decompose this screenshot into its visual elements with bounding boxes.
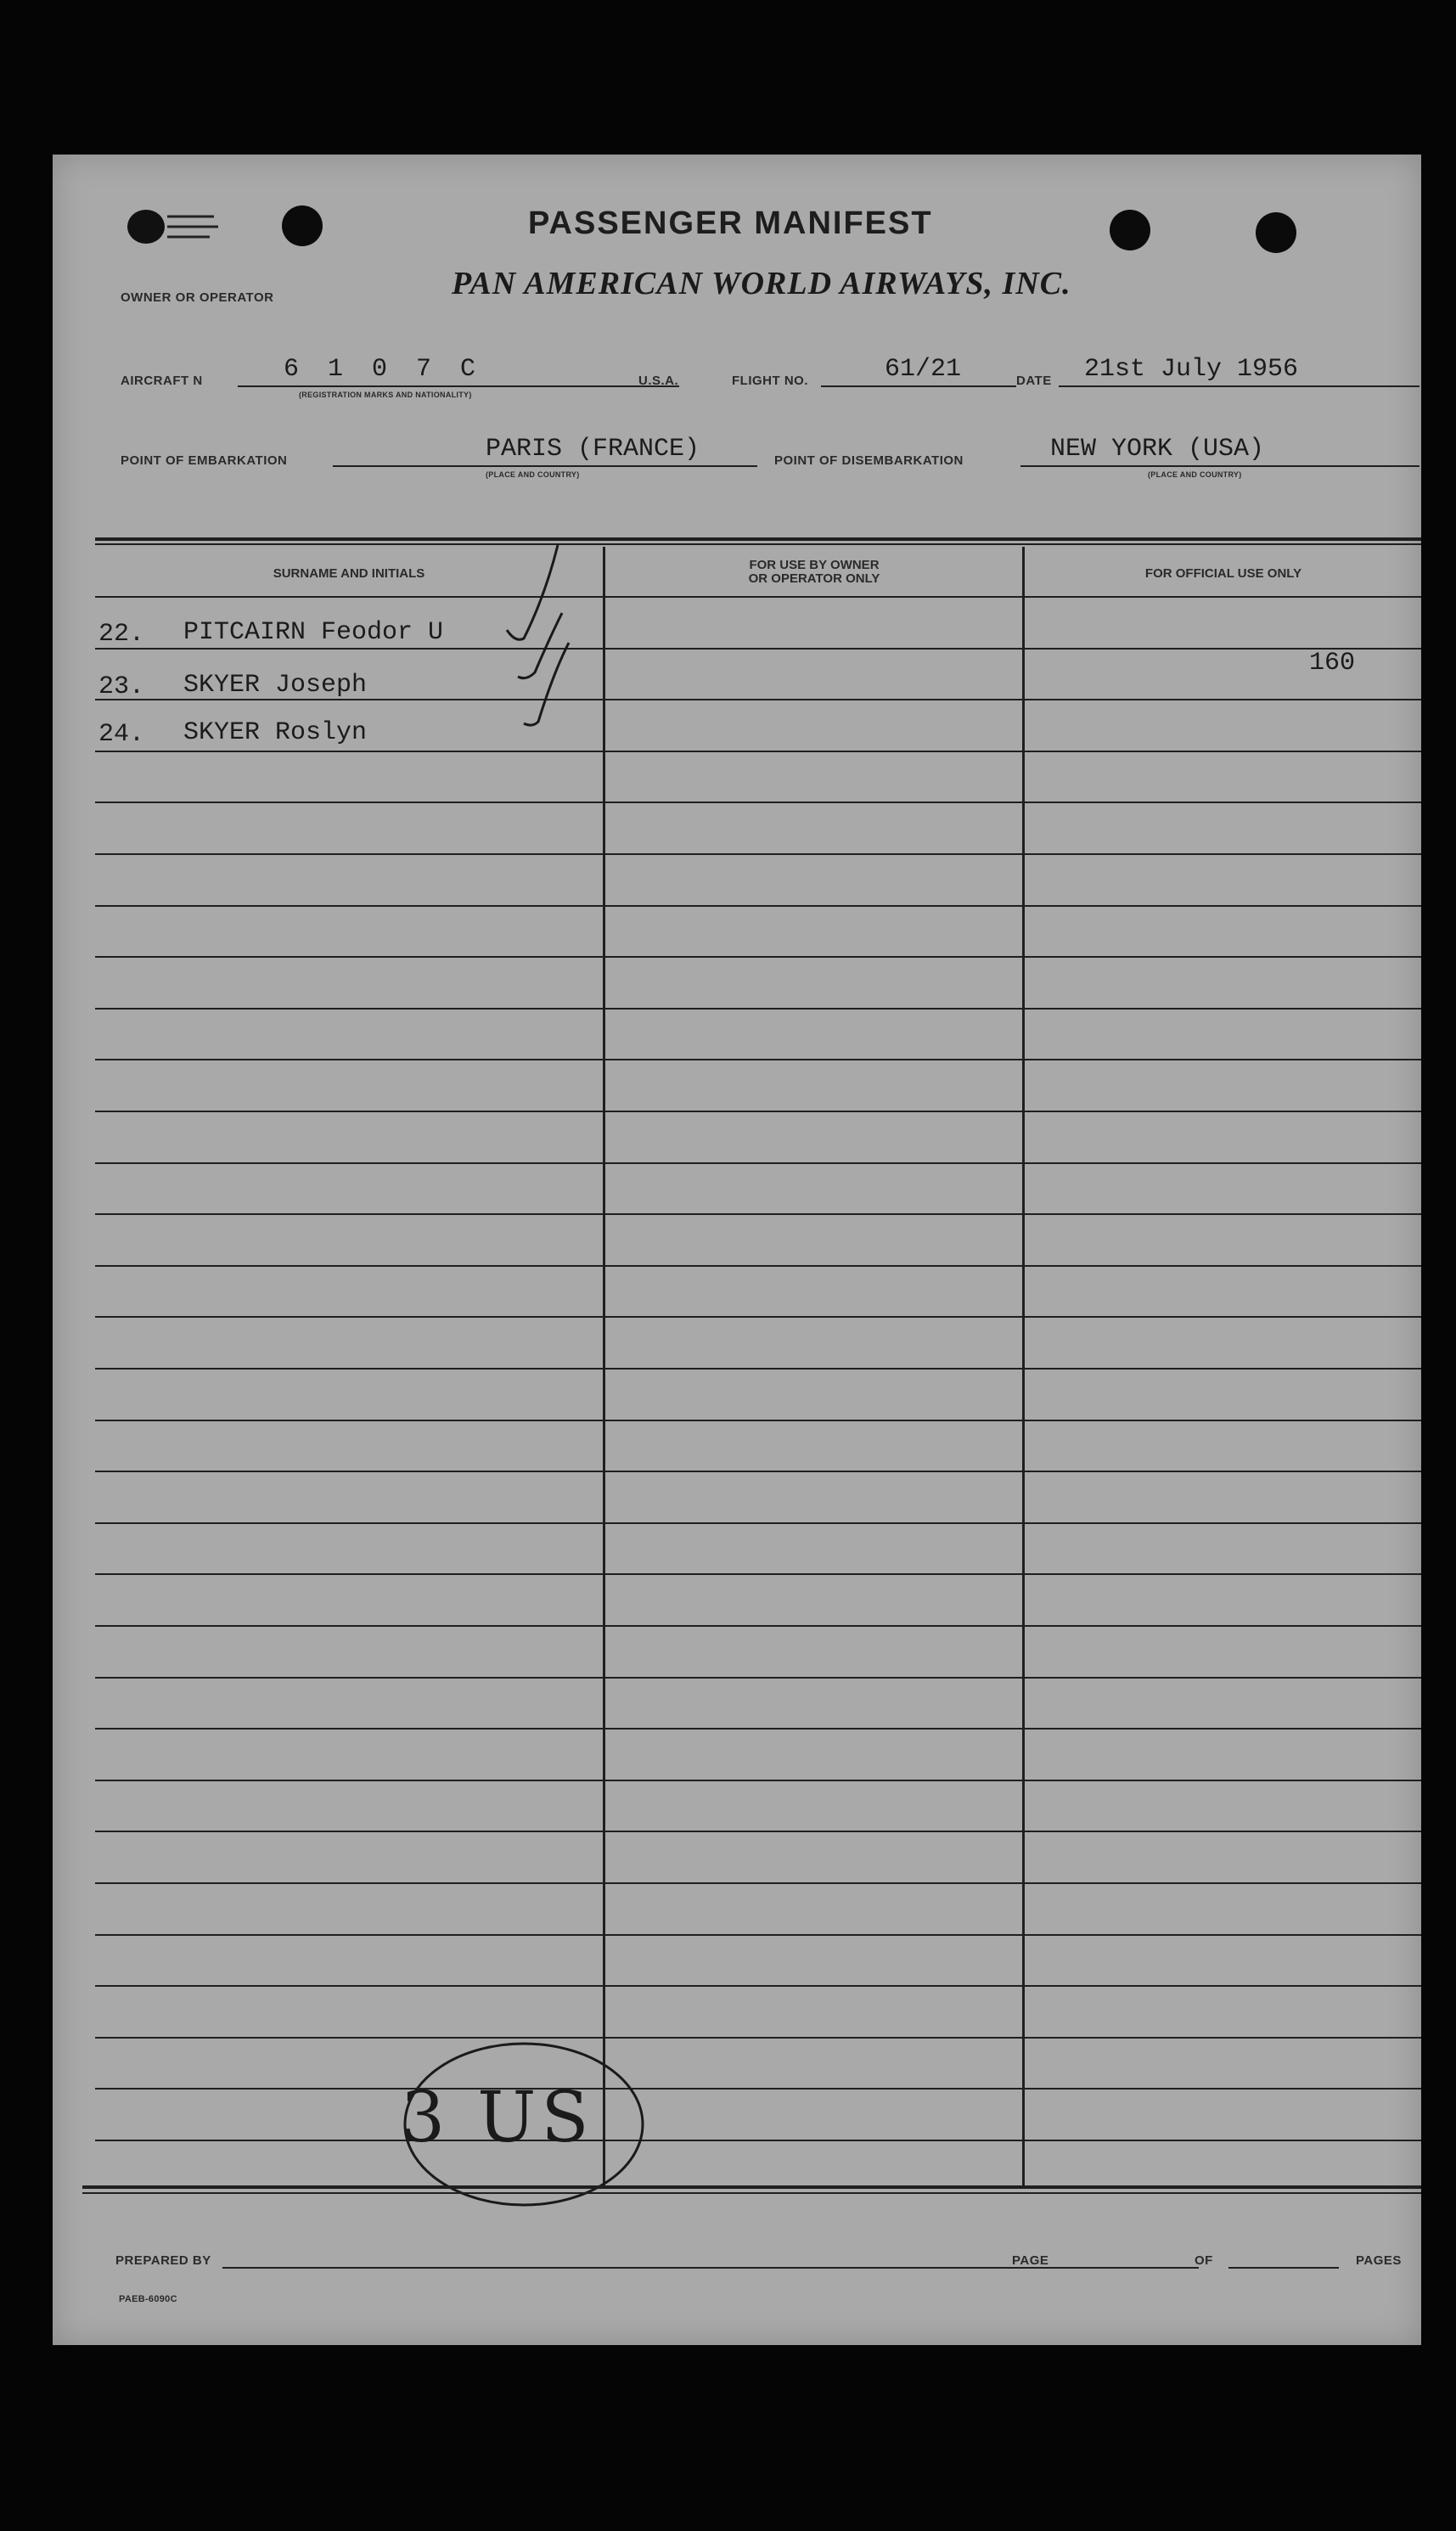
col-owner-use-line2: OR OPERATOR ONLY bbox=[748, 571, 880, 586]
disembarkation-label: POINT OF DISEMBARKATION bbox=[774, 453, 964, 468]
airline-name: PAN AMERICAN WORLD AIRWAYS, INC. bbox=[452, 266, 1071, 301]
aircraft-sublabel: (REGISTRATION MARKS AND NATIONALITY) bbox=[299, 391, 472, 399]
grid-rule bbox=[95, 956, 1421, 958]
punch-hole-left bbox=[282, 205, 323, 246]
passenger-row bbox=[98, 618, 444, 649]
grid-rule bbox=[95, 1522, 1421, 1524]
grid-rule bbox=[95, 905, 1421, 907]
circled-note: 3 US bbox=[401, 2078, 594, 2158]
grid-rule bbox=[95, 1316, 1421, 1318]
grid-rule bbox=[95, 596, 1421, 598]
grid-rule bbox=[95, 1368, 1421, 1370]
row-number: 22. bbox=[98, 620, 145, 649]
passenger-name: SKYER Joseph bbox=[183, 671, 368, 700]
flight-value: 61/21 bbox=[885, 355, 962, 384]
grid-rule bbox=[95, 1471, 1421, 1472]
flight-label: FLIGHT NO. bbox=[732, 374, 808, 388]
grid-rule bbox=[95, 751, 1421, 752]
grid-rule bbox=[95, 853, 1421, 855]
grid-rule bbox=[95, 1728, 1421, 1730]
check-marks bbox=[503, 537, 613, 766]
grid-rule bbox=[95, 1420, 1421, 1421]
aircraft-label: AIRCRAFT N bbox=[121, 374, 203, 388]
grid-rule bbox=[95, 1265, 1421, 1267]
punch-hole-center bbox=[1110, 210, 1150, 250]
grid-rule bbox=[95, 2140, 1421, 2141]
passenger-row bbox=[98, 718, 368, 749]
embarkation-label: POINT OF EMBARKATION bbox=[121, 453, 288, 468]
col-surname: SURNAME AND INITIALS bbox=[273, 566, 425, 581]
row-number: 24. bbox=[98, 720, 145, 749]
grid-rule bbox=[95, 1573, 1421, 1575]
passenger-name: SKYER Roslyn bbox=[183, 718, 368, 747]
grid-rule bbox=[95, 1985, 1421, 1987]
grid-rule bbox=[95, 1625, 1421, 1627]
aircraft-value: 6 1 0 7 C bbox=[284, 355, 483, 384]
grid-rule bbox=[95, 1213, 1421, 1215]
grid-rule bbox=[95, 1882, 1421, 1884]
disembarkation-value: NEW YORK (USA) bbox=[1050, 435, 1265, 464]
owner-label: OWNER OR OPERATOR bbox=[121, 290, 274, 305]
form-number: PAEB-6090C bbox=[119, 2294, 177, 2304]
pages-label: PAGES bbox=[1356, 2253, 1402, 2268]
grid-rule bbox=[95, 2037, 1421, 2039]
grid-rule bbox=[95, 1059, 1421, 1060]
date-value: 21st July 1956 bbox=[1084, 355, 1299, 384]
punch-hole-right bbox=[1256, 212, 1296, 253]
page-label: PAGE bbox=[1012, 2253, 1049, 2268]
manifest-page bbox=[53, 155, 1421, 2345]
grid-rule bbox=[95, 1934, 1421, 1936]
grid-rule bbox=[95, 1831, 1421, 1832]
disembarkation-sublabel: (PLACE AND COUNTRY) bbox=[1148, 470, 1242, 479]
col-owner-use bbox=[606, 559, 1022, 586]
grid-rule bbox=[95, 1162, 1421, 1164]
of-label: OF bbox=[1195, 2253, 1213, 2268]
grid-rule bbox=[95, 1677, 1421, 1679]
page-title: PASSENGER MANIFEST bbox=[528, 205, 933, 241]
stamp-mark bbox=[121, 201, 222, 252]
official-value: 160 bbox=[1309, 649, 1356, 678]
embarkation-value: PARIS (FRANCE) bbox=[486, 435, 700, 464]
embarkation-sublabel: (PLACE AND COUNTRY) bbox=[486, 470, 580, 479]
col-owner-use-line1: FOR USE BY OWNER bbox=[749, 558, 880, 572]
grid-rule bbox=[95, 801, 1421, 803]
passenger-row bbox=[98, 671, 368, 701]
grid-rule bbox=[95, 2088, 1421, 2089]
usa-label: U.S.A. bbox=[638, 374, 679, 388]
row-number: 23. bbox=[98, 672, 145, 701]
prepared-by-label: PREPARED BY bbox=[115, 2253, 211, 2268]
passenger-name: PITCAIRN Feodor U bbox=[183, 618, 444, 647]
date-label: DATE bbox=[1016, 374, 1052, 388]
grid-rule bbox=[95, 1008, 1421, 1010]
grid-rule bbox=[95, 648, 1421, 650]
grid-rule bbox=[95, 1111, 1421, 1112]
grid-rule bbox=[95, 1780, 1421, 1781]
col-official: FOR OFFICIAL USE ONLY bbox=[1144, 566, 1302, 581]
